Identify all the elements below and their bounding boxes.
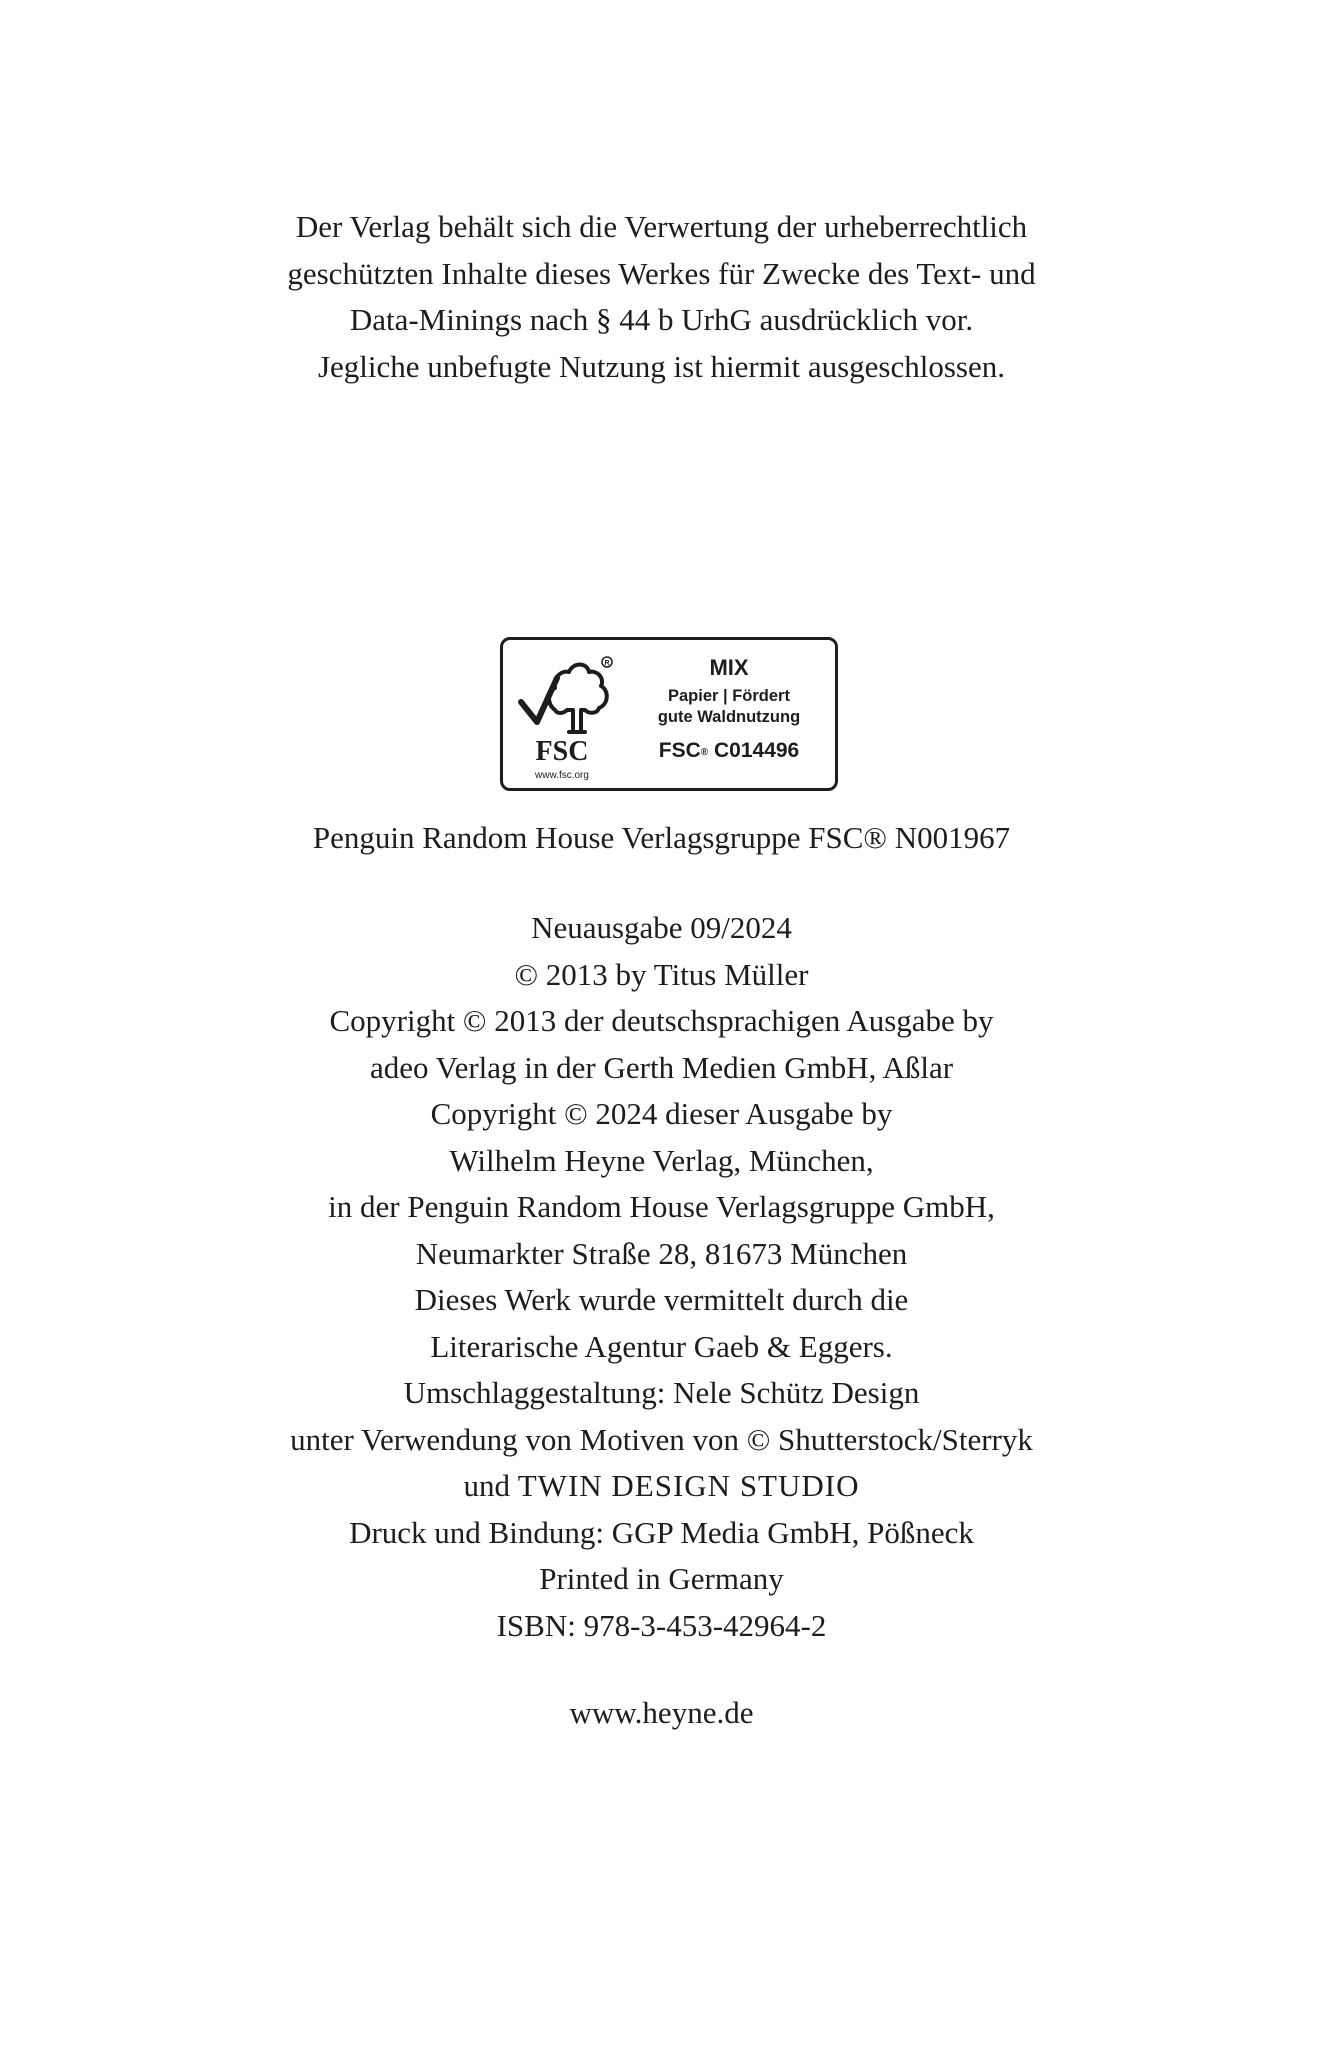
fsc-group-statement	[0, 815, 1323, 862]
legal-notice	[0, 204, 1323, 390]
fsc-group-line: Penguin Random House Verlagsgruppe FSC® N001967	[312, 820, 1011, 855]
cover-studio-line	[0, 1463, 1323, 1510]
cover-motifs-line: unter Verwendung von Motiven von © Shutterstock/Sterryk	[290, 1421, 1033, 1457]
fsc-code-prefix: FSC	[658, 739, 701, 762]
cover-studio-and: und	[463, 1468, 510, 1503]
agency-line-2: Literarische Agentur Gaeb & Eggers.	[430, 1328, 893, 1364]
address-line: Neumarkter Straße 28, 81673 München	[415, 1235, 908, 1271]
svg-text:R: R	[604, 660, 610, 667]
isbn-line: ISBN: 978-3-453-42964-2	[496, 1607, 827, 1643]
fsc-claim-block	[631, 648, 827, 766]
fsc-claim-line-2: gute Waldnutzung	[657, 708, 801, 726]
printed-in-line: Printed in Germany	[539, 1561, 784, 1596]
copyright-german-line-1: Copyright © 2013 der deutschsprachigen Ausgabe by	[329, 1003, 994, 1038]
fsc-logo-url: www.fsc.org	[535, 770, 589, 781]
author-copyright-line: © 2013 by Titus Müller	[514, 956, 809, 992]
copyright-german-line-2: adeo Verlag in der Gerth Medien GmbH, Aßlar	[369, 1049, 954, 1085]
fsc-license-code	[631, 736, 827, 766]
publisher-group-line: in der Penguin Random House Verlagsgruppe GmbH,	[328, 1189, 995, 1224]
legal-notice-line-2: geschützten Inhalte dieses Werkes für Zwecke des Text- und	[287, 255, 1036, 291]
printing-line: Druck und Bindung: GGP Media GmbH, Pößneck	[349, 1514, 974, 1550]
cover-studio-name: TWIN DESIGN STUDIO	[517, 1468, 860, 1503]
fsc-code-registered: ®	[700, 747, 709, 758]
cover-design-line: Umschlaggestaltung: Nele Schütz Design	[403, 1375, 920, 1410]
copyright-edition-line-1: Copyright © 2024 dieser Ausgabe by	[430, 1096, 893, 1131]
fsc-mix-label: MIX	[709, 655, 749, 680]
legal-notice-line-3: Data-Minings nach § 44 b UrhG ausdrücklich vor.	[349, 302, 974, 337]
website	[0, 1690, 1323, 1737]
fsc-label	[500, 637, 838, 791]
fsc-code-number: C014496	[713, 739, 800, 762]
fsc-logo-text: FSC	[535, 736, 589, 767]
legal-notice-line-1: Der Verlag behält sich die Verwertung der urheberrechtlich	[295, 209, 1028, 244]
website-url[interactable]: www.heyne.de	[569, 1695, 754, 1730]
edition-line: Neuausgabe 09/2024	[531, 910, 792, 945]
copyright-edition-line-2: Wilhelm Heyne Verlag, München,	[449, 1142, 874, 1178]
legal-notice-line-4: Jegliche unbefugte Nutzung ist hiermit ausgeschlossen.	[317, 348, 1005, 384]
fsc-claim-line-1: Papier | Fördert	[668, 687, 790, 705]
agency-line-1: Dieses Werk wurde vermittelt durch die	[414, 1282, 909, 1317]
fsc-tree-check-icon	[517, 648, 617, 783]
imprint	[0, 905, 1323, 1649]
